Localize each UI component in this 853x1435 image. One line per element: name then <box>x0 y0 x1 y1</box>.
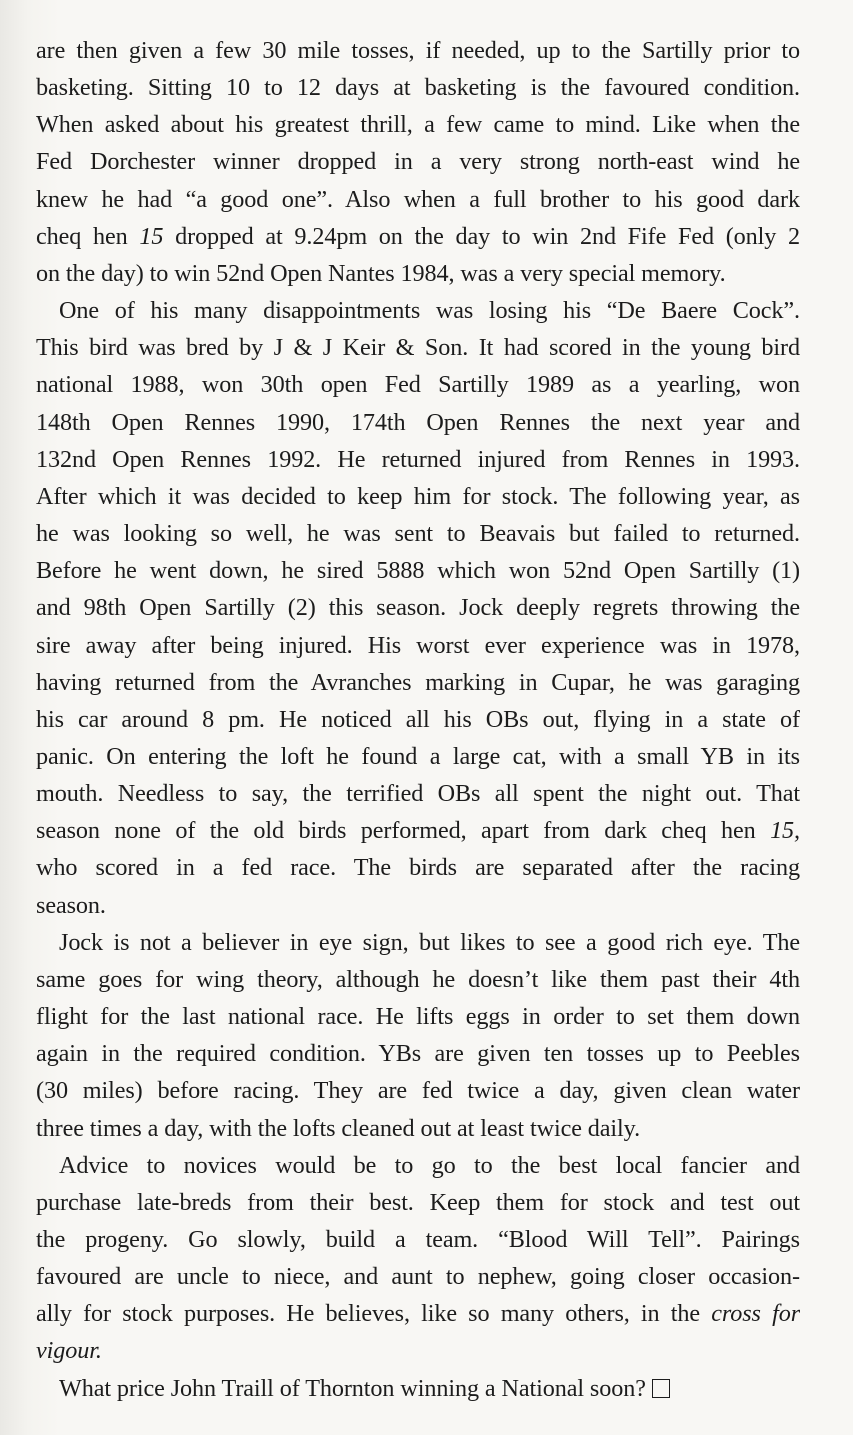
text-line: This bird was bred by J & J Keir & Son. It had scored in the young bird <box>36 334 800 362</box>
closing-text: What price John Traill of Thornton winning a National soon? <box>59 1374 646 1402</box>
text-line: (30 miles) before racing. They are fed twice a day, given clean water <box>36 1077 800 1105</box>
text-line: flight for the last national race. He lifts eggs in order to set them down <box>36 1003 800 1031</box>
end-mark-box-icon <box>652 1379 670 1398</box>
paragraph-racing-prep <box>36 32 800 292</box>
text-line: the progeny. Go slowly, build a team. “Blood Will Tell”. Pairings <box>36 1226 800 1253</box>
text-line: cheq hen 15 dropped at 9.24pm on the day to win 2nd Fife Fed (only 2 <box>36 222 800 250</box>
text-line: When asked about his greatest thrill, a few came to mind. Like when the <box>36 111 800 139</box>
text-line: national 1988, won 30th open Fed Sartilly 1989 as a yearling, won <box>36 371 800 399</box>
text-line: panic. On entering the loft he found a large cat, with a small YB in its <box>36 742 800 770</box>
text-line: Jock is not a believer in eye sign, but likes to see a good rich eye. The <box>59 928 800 956</box>
paragraph-closing <box>36 1370 800 1407</box>
text-line: sire away after being injured. His worst ever experience was in 1978, <box>36 631 800 659</box>
text-line: having returned from the Avranches marking in Cupar, he was garaging <box>36 668 800 696</box>
text-line: 132nd Open Rennes 1992. He returned injured from Rennes in 1993. <box>36 445 800 473</box>
italic-text: 15, <box>770 817 800 845</box>
text-line: he was looking so well, he was sent to Beavais but failed to returned. <box>36 520 800 548</box>
paragraph-de-baere-cock <box>36 292 800 924</box>
text-line: After which it was decided to keep him for stock. The following year, as <box>36 482 800 510</box>
text-line: same goes for wing theory, although he doesn’t like them past their 4th <box>36 965 800 993</box>
text-line: vigour. <box>36 1337 102 1365</box>
text-line: Before he went down, he sired 5888 which won 52nd Open Sartilly (1) <box>36 557 800 585</box>
text-line: knew he had “a good one”. Also when a full brother to his good dark <box>36 185 800 213</box>
closing-line <box>36 1370 800 1407</box>
text-line: who scored in a fed race. The birds are separated after the racing <box>36 854 800 882</box>
text-line: 148th Open Rennes 1990, 174th Open Rennes the next year and <box>36 408 800 436</box>
text-line: again in the required condition. YBs are given ten tosses up to Peebles <box>36 1040 800 1068</box>
italic-text: 15 <box>139 222 164 250</box>
text-line: his car around 8 pm. He noticed all his OBs out, flying in a state of <box>36 705 800 733</box>
text-line: season. <box>36 891 106 919</box>
paragraph-eye-sign <box>36 924 800 1147</box>
text-line: on the day) to win 52nd Open Nantes 1984, was a very special memory. <box>36 259 726 287</box>
text-line: Advice to novices would be to go to the best local fancier and <box>59 1151 800 1179</box>
text-line: season none of the old birds performed, apart from dark cheq hen 15, <box>36 817 800 845</box>
italic-text: cross for <box>711 1300 800 1328</box>
text-line: basketing. Sitting 10 to 12 days at basketing is the favoured condition. <box>36 74 800 102</box>
text-line: favoured are uncle to niece, and aunt to nephew, going closer occasion- <box>36 1263 800 1291</box>
book-page <box>36 32 800 1407</box>
text-line: Fed Dorchester winner dropped in a very strong north-east wind he <box>36 148 800 176</box>
text-line: three times a day, with the lofts cleaned out at least twice daily. <box>36 1114 641 1142</box>
text-line: are then given a few 30 mile tosses, if needed, up to the Sartilly prior to <box>36 37 800 64</box>
text-line: ally for stock purposes. He believes, like so many others, in the cross for <box>36 1300 800 1328</box>
text-line: purchase late-breds from their best. Keep them for stock and test out <box>36 1188 800 1216</box>
text-line: and 98th Open Sartilly (2) this season. Jock deeply regrets throwing the <box>36 594 800 622</box>
text-line: mouth. Needless to say, the terrified OBs all spent the night out. That <box>36 780 800 808</box>
paragraph-advice <box>36 1147 800 1370</box>
text-line: One of his many disappointments was losing his “De Baere Cock”. <box>59 297 800 325</box>
